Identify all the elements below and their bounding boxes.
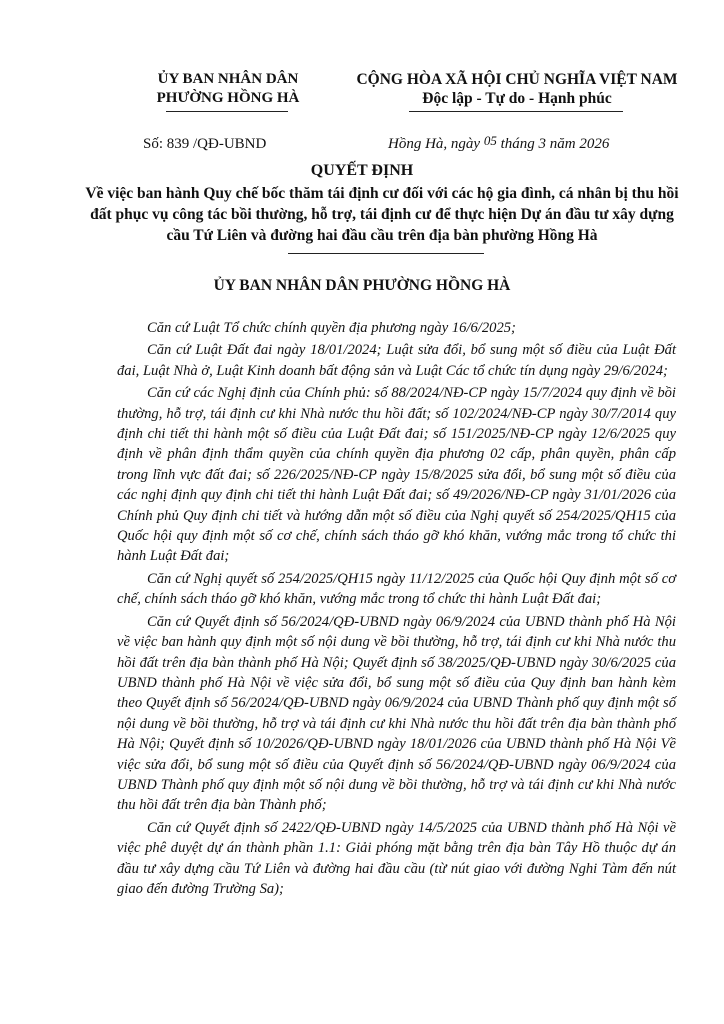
national-motto-block (334, 70, 700, 108)
legal-basis-paragraph: Căn cứ Quyết định số 56/2024/QĐ-UBND ngày 06/9/2024 của UBND thành phố Hà Nội về việc ban hành quy định một số nội dung về bồi thường, hỗ trợ, tái định cư khi Nhà nước thu hồi đất trên địa bàn thành phố Hà Nội; Quyết định số 38/2025/QĐ-UBND ngày 30/6/2025 của UBND thành phố Hà Nội về việc sửa đổi, bổ sung một số điều của Quy định ban hành kèm theo Quyết định số 56/2024/QĐ-UBND ngày 06/9/2024 của UBND Thành phố quy định một số nội dung về bồi thường, hỗ trợ và tái định cư khi Nhà nước thu hồi đất trên địa bàn thành phố Hà Nội; Quyết định số 10/2026/QĐ-UBND ngày 18/01/2026 của UBND thành phố Hà Nội Về việc sửa đổi, bổ sung một số điều của Quyết định số 56/2024/QĐ-UBND ngày 06/9/2024 của UBND Thành phố quy định một số nội dung về bồi thường, hỗ trợ và tái định cư khi Nhà nước thu hồi đất trên địa bàn Thành phố; (117, 613, 676, 814)
document-subject: Về việc ban hành Quy chế bốc thăm tái định cư đối với các hộ gia đình, cá nhân bị thu hồi đất phục vụ công tác bồi thường, hỗ trợ, tái định cư để thực hiện Dự án đầu tư xây dựng cầu Tứ Liên và đường hai đầu cầu trên địa bàn phường Hồng Hà (85, 185, 679, 244)
motto-underline (409, 111, 623, 112)
issuing-authority-block (118, 70, 338, 108)
legal-basis-paragraph: Căn cứ Luật Tổ chức chính quyền địa phương ngày 16/6/2025; (147, 320, 516, 336)
date-prefix: Hồng Hà, ngày (388, 136, 484, 152)
national-title: CỘNG HÒA XÃ HỘI CHỦ NGHĨA VIỆT NAM (356, 71, 678, 88)
issuing-authority-line2: PHƯỜNG HỒNG HÀ (156, 90, 300, 106)
issue-date (388, 133, 610, 153)
date-day-handwritten: 05 (483, 133, 497, 148)
legal-basis-paragraph: Căn cứ Luật Đất đai ngày 18/01/2024; Luật sửa đổi, bổ sung một số điều của Luật Đất đai, Luật Nhà ở, Luật Kinh doanh bất động sản và Luật Các tổ chức tín dụng ngày 29/6/2024; (117, 342, 676, 379)
legal-basis-paragraph: Căn cứ các Nghị định của Chính phủ: số 88/2024/NĐ-CP ngày 15/7/2024 quy định về bồi thường, hỗ trợ, tái định cư khi Nhà nước thu hồi đất; số 102/2024/NĐ-CP ngày 30/7/2014 quy định chi tiết thi hành một số điều của Luật Đất đai; số 151/2025/NĐ-CP ngày 12/6/2025 quy định về phân định thẩm quyền của chính quyền địa phương 02 cấp, phân quyền, phân cấp trong lĩnh vực đất đai; số 226/2025/NĐ-CP ngày 15/8/2025 sửa đổi, bổ sung một số điều của các nghị định quy định chi tiết thi hành Luật Đất đai; số 49/2026/NĐ-CP ngày 31/01/2026 của Chính phủ Quy định chi tiết và hướng dẫn một số điều của Nghị quyết số 254/2025/QH15 của Quốc hội quy định một số cơ chế, chính sách tháo gỡ khó khăn, vướng mắc trong tổ chức thi hành Luật Đất đai; (117, 385, 676, 565)
legal-basis (117, 318, 676, 901)
document-number: Số: 839 /QĐ-UBND (143, 136, 267, 152)
issuing-authority-line1: ỦY BAN NHÂN DÂN (157, 71, 299, 87)
subject-underline (288, 253, 484, 254)
date-month-year: tháng 3 năm 2026 (496, 136, 610, 152)
authority-underline (166, 111, 288, 112)
national-motto: Độc lập - Tự do - Hạnh phúc (422, 90, 612, 107)
legal-basis-paragraph: Căn cứ Nghị quyết số 254/2025/QH15 ngày 11/12/2025 của Quốc hội Quy định một số cơ chế, chính sách tháo gỡ khó khăn, vướng mắc trong tổ chức thi hành Luật Đất đai; (117, 570, 676, 608)
deciding-authority: ỦY BAN NHÂN DÂN PHƯỜNG HỒNG HÀ (213, 277, 511, 294)
legal-basis-paragraph: Căn cứ Quyết định số 2422/QĐ-UBND ngày 14/5/2025 của UBND thành phố Hà Nội về việc phê duyệt dự án thành phần 1.1: Giải phóng mặt bằng trên địa bàn Tây Hồ thuộc dự án đầu tư xây dựng cầu Tứ Liên và đường hai đầu cầu (từ nút giao với đường Nghi Tàm đến nút giao đến đường Trường Sa); (117, 819, 676, 897)
document-title: QUYẾT ĐỊNH (310, 162, 414, 179)
